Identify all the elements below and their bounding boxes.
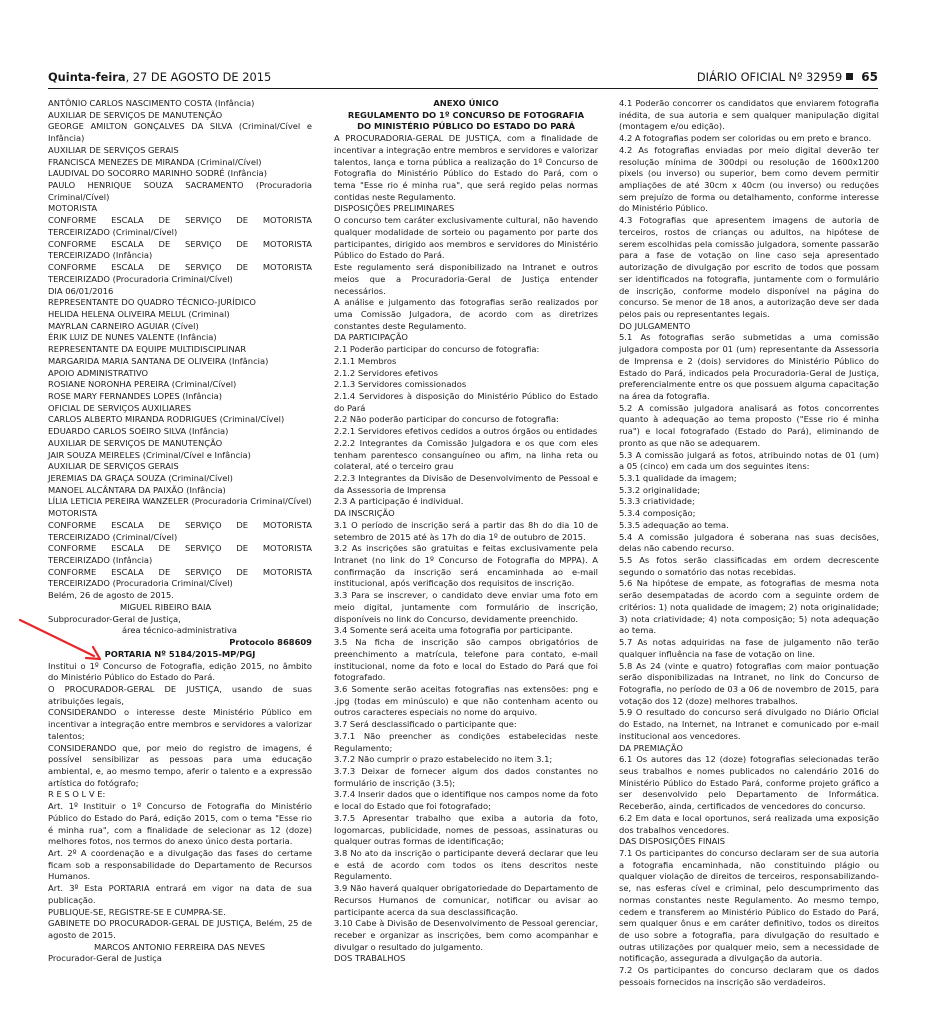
text-line: 3.8 No ato da inscrição o participante deverá declarar que leu e está de acordo com todos os itens descritos neste Regulamento. [334, 848, 598, 882]
text-line: AUXILIAR DE SERVIÇOS DE MANUTENÇÃO [48, 437, 223, 448]
text-line: O PROCURADOR-GERAL DE JUSTIÇA, usando de suas atribuições legais, [48, 683, 312, 706]
regulation-body [334, 133, 598, 965]
text-line: DISPOSIÇÕES PRELIMINARES [334, 203, 455, 214]
text-line: 2.1 Poderão participar do concurso de fotografia: [334, 344, 540, 355]
text-line: MOTORISTA [48, 203, 98, 214]
text-line: R E S O L V E: [48, 789, 106, 800]
annex-title: ANEXO ÚNICO [433, 98, 499, 108]
text-line: 5.7 As notas adquiridas na fase de julgamento não terão qualquer influência na fase de votação on line. [619, 637, 879, 659]
text-line: 5.8 As 24 (vinte e quatro) fotografias com maior pontuação serão disponibilizadas na Intranet, no link do Concurso de Fotografia, no período de 03 a 06 de novembro de 2015, para votação dos 12 (doze) melhores trabalhos. [619, 660, 879, 706]
header-journal-name: DIÁRIO OFICIAL Nº 32959 [696, 70, 843, 84]
text-line: MAYRLAN CARNEIRO AGUIAR (Cível) [48, 320, 199, 331]
text-line: PAULO HENRIQUE SOUZA SACRAMENTO (Procuradoria Criminal/Cível) [48, 180, 312, 202]
text-line: DA PREMIAÇÃO [619, 742, 683, 753]
text-line: AUXILIAR DE SERVIÇOS GERAIS [48, 461, 179, 472]
text-line: 3.5 Na ficha de inscrição são campos obrigatórios de preenchimento a matrícula, telefone para contato, e-mail institucional, nome da foto e local do Estado do Pará que foi fotografado. [334, 637, 598, 683]
staff-list [48, 98, 312, 602]
header-rule [48, 88, 878, 89]
text-line: DIA 06/01/2016 [48, 285, 114, 296]
text-line: 4.2 A fotografias podem ser coloridas ou em preto e branco. [619, 133, 872, 144]
text-line: 2.1.3 Servidores comissionados [334, 379, 467, 390]
text-line: 3.10 Cabe à Divisão de Desenvolvimento de Pessoal gerenciar, receber e organizar as inscrições, bem como acompanhar e divulgar o resultado do julgamento. [334, 918, 598, 952]
text-line: ANTÔNIO CARLOS NASCIMENTO COSTA (Infância) [48, 98, 255, 108]
final-signer-name: MARCOS ANTONIO FERREIRA DAS NEVES [94, 941, 266, 952]
text-line: ÉRIK LUIZ DE NUNES VALENTE (Infância) [48, 332, 217, 343]
text-line: AUXILIAR DE SERVIÇOS GERAIS [48, 144, 179, 155]
text-line: CONSIDERANDO o interesse deste Ministério Público em incentivar a integração entre membros e servidores a valorizar talentos; [48, 707, 312, 741]
text-line: 7.2 Os participantes do concurso declaram que os dados pessoais fornecidos na inscrição são verdadeiros. [619, 965, 879, 987]
text-line: JAIR SOUZA MEIRELES (Criminal/Cível e Infância) [48, 449, 251, 460]
text-line: OFICIAL DE SERVIÇOS AUXILIARES [48, 402, 192, 413]
text-line: 5.3.3 criatividade; [619, 496, 695, 507]
text-line: CONFORME ESCALA DE SERVIÇO DE MOTORISTA TERCEIRIZADO (Procuradoria Criminal/Cível) [48, 566, 312, 589]
header-date [48, 70, 271, 84]
text-line: 2.1.4 Servidores à disposição do Ministério Público do Estado do Pará [334, 390, 598, 413]
text-line: APOIO ADMINISTRATIVO [48, 367, 149, 378]
text-line: EDUARDO CARLOS SOEIRO SILVA (Infância) [48, 426, 229, 437]
text-line: 4.1 Poderão concorrer os candidatos que enviarem fotografia inédita, de sua autoria e sem qualquer manipulação digital (montagem e/ou edição). [619, 98, 879, 132]
text-line: CONSIDERANDO que, por meio do registro de imagens, é possível sensibilizar as pessoas para uma educação ambiental, e, ao mesmo tempo, aferir o talento e a expressão artística do fotógrafo; [48, 742, 312, 788]
page-header [48, 70, 878, 88]
protocol-number: Protocolo 868609 [229, 637, 312, 648]
text-line: PUBLIQUE-SE, REGISTRE-SE E CUMPRA-SE. [48, 906, 226, 917]
text-line: CONFORME ESCALA DE SERVIÇO DE MOTORISTA TERCEIRIZADO (Procuradoria Criminal/Cível) [48, 262, 312, 284]
text-line: REPRESENTANTE DO QUADRO TÉCNICO-JURÍDICO [48, 297, 256, 308]
text-line: ROSE MARY FERNANDES LOPES (Infância) [48, 390, 222, 401]
text-line: 3.7 Será desclassificado o participante que: [334, 719, 517, 730]
text-line: Belém, 26 de agosto de 2015. [48, 590, 174, 601]
text-line: Art. 1º Instituir o 1º Concurso de Fotografia do Ministério Público do Estado do Pará, edição 2015, com o tema "Esse rio é minha rua", com a finalidade de selecionar as 12 (doze) melhores fotos, nos termos do anexo único desta portaria. [48, 801, 312, 847]
text-line: 2.2.3 Integrantes da Divisão de Desenvolvimento de Pessoal e da Assessoria de Imprensa [334, 473, 598, 495]
text-line: 5.6 Na hipótese de empate, as fotografias de mesma nota serão desempatadas de acordo com a seguinte ordem de critérios: 1) nota qualidade de imagem; 2) nota originalidade; 3) nota criatividade; 4) nota composição; 5) nota adequação ao tema. [619, 578, 879, 636]
signer-title: Subprocurador-Geral de Justiça, [48, 613, 181, 624]
text-line: Art. 2º A coordenação e a divulgação das fases do certame ficam sob a responsabilidade do Departamento de Recursos Humanos. [48, 848, 312, 882]
text-line: 7.1 Os participantes do concurso declaram ser de sua autoria a fotografia encaminhada, não constituindo plágio ou qualquer violação de direitos de terceiros, responsabilizando-se, nas esferas cível e criminal, pelo descumprimento das normas constantes neste Regulamento. Ao mesmo tempo, cedem e transferem ao Ministério Público do Estado do Pará, sem qualquer ônus e em caráter definitivo, todos os direitos de uso sobre a fotografia, para divulgação do resultado e outras utilizações por qualquer meio, sem a necessidade de notificação, assegurada a divulgação da autoria. [619, 848, 879, 964]
final-signer-title: Procurador-Geral de Justiça [48, 953, 162, 964]
text-line: AUXILIAR DE SERVIÇOS DE MANUTENÇÃO [48, 109, 223, 120]
regulation-body-continued [619, 98, 879, 989]
text-line: CONFORME ESCALA DE SERVIÇO DE MOTORISTA TERCEIRIZADO (Criminal/Cível) [48, 215, 312, 237]
text-line: 3.6 Somente serão aceitas fotografias nas extensões: png e .jpg (todas em minúsculo) e que não contenham acento ou outros caracteres especiais no nome do arquivo. [334, 683, 598, 718]
text-line: Este regulamento será disponibilizado na Intranet e outros meios que a Procuradoria-Geral de Justiça entender necessários. [334, 262, 598, 296]
text-line: MANOEL ALCÂNTARA DA PAIXÃO (Infância) [48, 484, 226, 495]
header-date-text: , 27 DE AGOSTO DE 2015 [125, 70, 272, 84]
text-line: 2.2 Não poderão participar do concurso de fotografia: [334, 414, 559, 425]
regulation-subtitle: DO MINISTÉRIO PÚBLICO DO ESTADO DO PARÁ [357, 121, 575, 132]
text-line: Institui o 1º Concurso de Fotografia, edição 2015, no âmbito do Ministério Público do Estado do Pará. [48, 660, 312, 683]
column-left [48, 98, 312, 965]
text-line: 2.1.1 Membros [334, 355, 397, 366]
text-line: DOS TRABALHOS [334, 953, 406, 964]
arrow-shaft [20, 620, 94, 656]
text-line: REPRESENTANTE DA EQUIPE MULTIDISCIPLINAR [48, 344, 247, 355]
text-line: 6.1 Os autores das 12 (doze) fotografias selecionadas terão seus trabalhos e nomes publicados no calendário 2016 do Ministério Público do Estado Pará, conforme projeto gráfico a ser desenvolvido pelo Departamento de Informática. Receberão, ainda, certificados de vencedores do concurso. [619, 754, 879, 812]
text-line: 3.3 Para se inscrever, o candidato deve enviar uma foto em meio digital, juntamente com formulário de inscrição, disponíveis no link do Concurso, devidamente preenchido. [334, 590, 598, 624]
text-line: DAS DISPOSIÇÕES FINAIS [619, 836, 726, 847]
text-line: 5.3.4 composição; [619, 508, 696, 519]
text-line: LAUDIVAL DO SOCORRO MARINHO SODRÉ (Infância) [48, 168, 267, 179]
text-line: JEREMIAS DA GRAÇA SOUZA (Criminal/Cível) [48, 473, 233, 483]
text-line: 3.7.5 Apresentar trabalho que exiba a autoria da foto, logomarcas, publicidade, nomes de pessoas, assinaturas ou qualquer outras formas de identificação; [334, 812, 598, 847]
text-line: 4.2 As fotografias enviadas por meio digital deverão ter resolução mínima de 300dpi ou resolução de 1600x1200 pixels (ou inverso) ou superior, bem como devem permitir ampliações de até 30cm x 40cm (ou inverso) ou reduções sem prejuízo de forma ou detalhamento, conforme interesse do Ministério Público. [619, 144, 879, 214]
text-line: 5.3.2 originalidade; [619, 484, 701, 495]
text-line: 5.3.5 adequação ao tema. [619, 519, 729, 530]
text-line: 3.7.3 Deixar de fornecer algum dos dados constantes no formulário de inscrição (3.5); [334, 765, 598, 788]
text-line: 4.3 Fotografias que apresentem imagens de autoria de terceiros, rostos de crianças ou adultos, na hipótese de serem escolhidas pela comissão julgadora, somente passarão para a fase de votação on line caso seja apresentado autorização de divulgação por escrito de todos que possam ser identificados na fotografia, juntamente com o formulário de inscrição, conforme modelo disponível na página do concurso. Se menor de 18 anos, a autorização deve ser dada pelos pais ou representantes legais. [619, 215, 879, 319]
text-line: CONFORME ESCALA DE SERVIÇO DE MOTORISTA TERCEIRIZADO (Criminal/Cível) [48, 519, 312, 542]
text-line: 5.3.1 qualidade da imagem; [619, 473, 737, 483]
text-line: 3.9 Não haverá qualquer obrigatoriedade do Departamento de Recursos Humanos de comunicar, notificar ou avisar ao participante acerca da sua desclassificação. [334, 883, 598, 917]
header-journal [697, 70, 878, 84]
portaria-title: PORTARIA Nº 5184/2015-MP/PGJ [104, 648, 256, 659]
text-line: 5.4 A comissão julgadora é soberana nas suas decisões, delas não cabendo recurso. [619, 531, 879, 554]
text-line: MARGARIDA MARIA SANTANA DE OLIVEIRA (Infância) [48, 355, 269, 366]
text-line: 3.7.1 Não preencher as condições estabelecidas neste Regulamento; [334, 730, 598, 753]
text-line: A PROCURADORIA-GERAL DE JUSTIÇA, com a finalidade de incentivar a integração entre membros e servidores e valorizar talentos, lança e torna pública a realização do 1º Concurso de Fotografia do Ministério Público do Estado do Pará, com o tema "Esse rio é minha rua", que será regido pelas normas contidas neste Regulamento. [334, 133, 598, 202]
text-line: 3.1 O período de inscrição será a partir das 8h do dia 10 de setembro de 2015 até às 17h do dia 1º de outubro de 2015. [334, 519, 598, 542]
text-line: 2.2.2 Integrantes da Comissão Julgadora e os que com eles tenham parentesco consanguíneo ou afim, na linha reta ou colateral, até o terceiro grau [334, 437, 598, 472]
text-line: 5.1 As fotografias serão submetidas a uma comissão julgadora composta por 01 (um) representante da Assessoria de Imprensa e 2 (dois) servidores do Ministério Público do Estado do Pará, indicados pela Procuradoria-Geral de Justiça, preferencialmente entre os que possuem alguma capacitação na área da fotografia. [619, 332, 879, 401]
text-line: 2.3 A participação é individual. [334, 496, 464, 507]
text-line: CARLOS ALBERTO MIRANDA RODRIGUES (Criminal/Cível) [48, 414, 285, 425]
signer-area: área técnico-administrativa [122, 625, 237, 636]
text-line: 3.4 Somente será aceita uma fotografia por participante. [334, 625, 573, 636]
portaria-body [48, 661, 312, 942]
text-line: GEORGE AMILTON GONÇALVES DA SILVA (Criminal/Cível e Infância) [48, 121, 312, 144]
page-number: 65 [861, 70, 878, 84]
header-weekday: Quinta-feira [48, 70, 126, 84]
text-line: LÍLIA LETICIA PEREIRA WANZELER (Procuradoria Criminal/Cível) [48, 496, 312, 507]
column-right [619, 98, 879, 989]
text-line: 5.2 A comissão julgadora analisará as fotos concorrentes quanto à adequação ao tema proposto ("Esse rio é minha rua") e local fotografado (Estado do Pará), eliminando de pronto as que não se adequarem. [619, 402, 879, 448]
text-line: 2.1.2 Servidores efetivos [334, 367, 438, 378]
text-line: 3.7.4 Inserir dados que o identifique nos campos nome da foto e local do Estado que foi fotografado; [334, 789, 598, 812]
text-line: DO JULGAMENTO [619, 320, 691, 331]
text-line: HELIDA HELENA OLIVEIRA MELUL (Criminal) [48, 308, 230, 319]
column-middle [334, 98, 598, 965]
text-line: A análise e julgamento das fotografias serão realizados por uma Comissão Julgadora, de acordo com as diretrizes constantes deste Regulamento. [334, 297, 598, 331]
text-line: DA PARTICIPAÇÃO [334, 332, 408, 343]
text-line: GABINETE DO PROCURADOR-GERAL DE JUSTIÇA, Belém, 25 de agosto de 2015. [48, 918, 312, 941]
text-line: FRANCISCA MENEZES DE MIRANDA (Criminal/Cível) [48, 156, 262, 167]
text-line: 3.7.2 Não cumprir o prazo estabelecido no item 3.1; [334, 754, 553, 765]
text-line: DA INSCRIÇÃO [334, 508, 395, 519]
text-line: 6.2 Em data e local oportunos, será realizada uma exposição dos trabalhos vencedores. [619, 812, 879, 835]
text-line: 2.2.1 Servidores efetivos cedidos a outros órgãos ou entidades [334, 426, 598, 437]
signer-name: MIGUEL RIBEIRO BAIA [120, 601, 212, 612]
regulation-title: REGULAMENTO DO 1º CONCURSO DE FOTOGRAFIA [347, 109, 585, 120]
text-line: CONFORME ESCALA DE SERVIÇO DE MOTORISTA TERCEIRIZADO (Infância) [48, 543, 312, 566]
text-line: Art. 3º Esta PORTARIA entrará em vigor na data de sua publicação. [48, 883, 312, 905]
text-line: MOTORISTA [48, 508, 98, 519]
square-bullet-icon [846, 73, 853, 80]
text-line: 3.2 As inscrições são gratuitas e feitas exclusivamente pela Intranet (no link do 1º Concurso de Fotografia do MPPA). A confirmação da inscrição será encaminhada ao e-mail institucional, após verificação dos requisitos de inscrição. [334, 543, 598, 589]
text-line: 5.3 A comissão julgará as fotos, atribuindo notas de 01 (um) a 05 (cinco) em cada um dos seguintes itens: [619, 449, 879, 472]
text-line: CONFORME ESCALA DE SERVIÇO DE MOTORISTA TERCEIRIZADO (Infância) [48, 238, 312, 261]
text-line: ROSIANE NORONHA PEREIRA (Criminal/Cível) [48, 379, 237, 390]
text-line: 5.5 As fotos serão classificadas em ordem decrescente segundo o somatório das notas recebidas. [619, 555, 879, 577]
red-arrow-annotation [16, 616, 106, 664]
text-line: O concurso tem caráter exclusivamente cultural, não havendo qualquer modalidade de sorteio ou pagamento por parte dos participantes, dirigido aos membros e servidores do Ministério Público do Estado do Pará. [334, 215, 598, 261]
text-line: 5.9 O resultado do concurso será divulgado no Diário Oficial do Estado, na Internet, na Intranet e comunicado por e-mail institucional aos vencedores. [619, 707, 879, 741]
